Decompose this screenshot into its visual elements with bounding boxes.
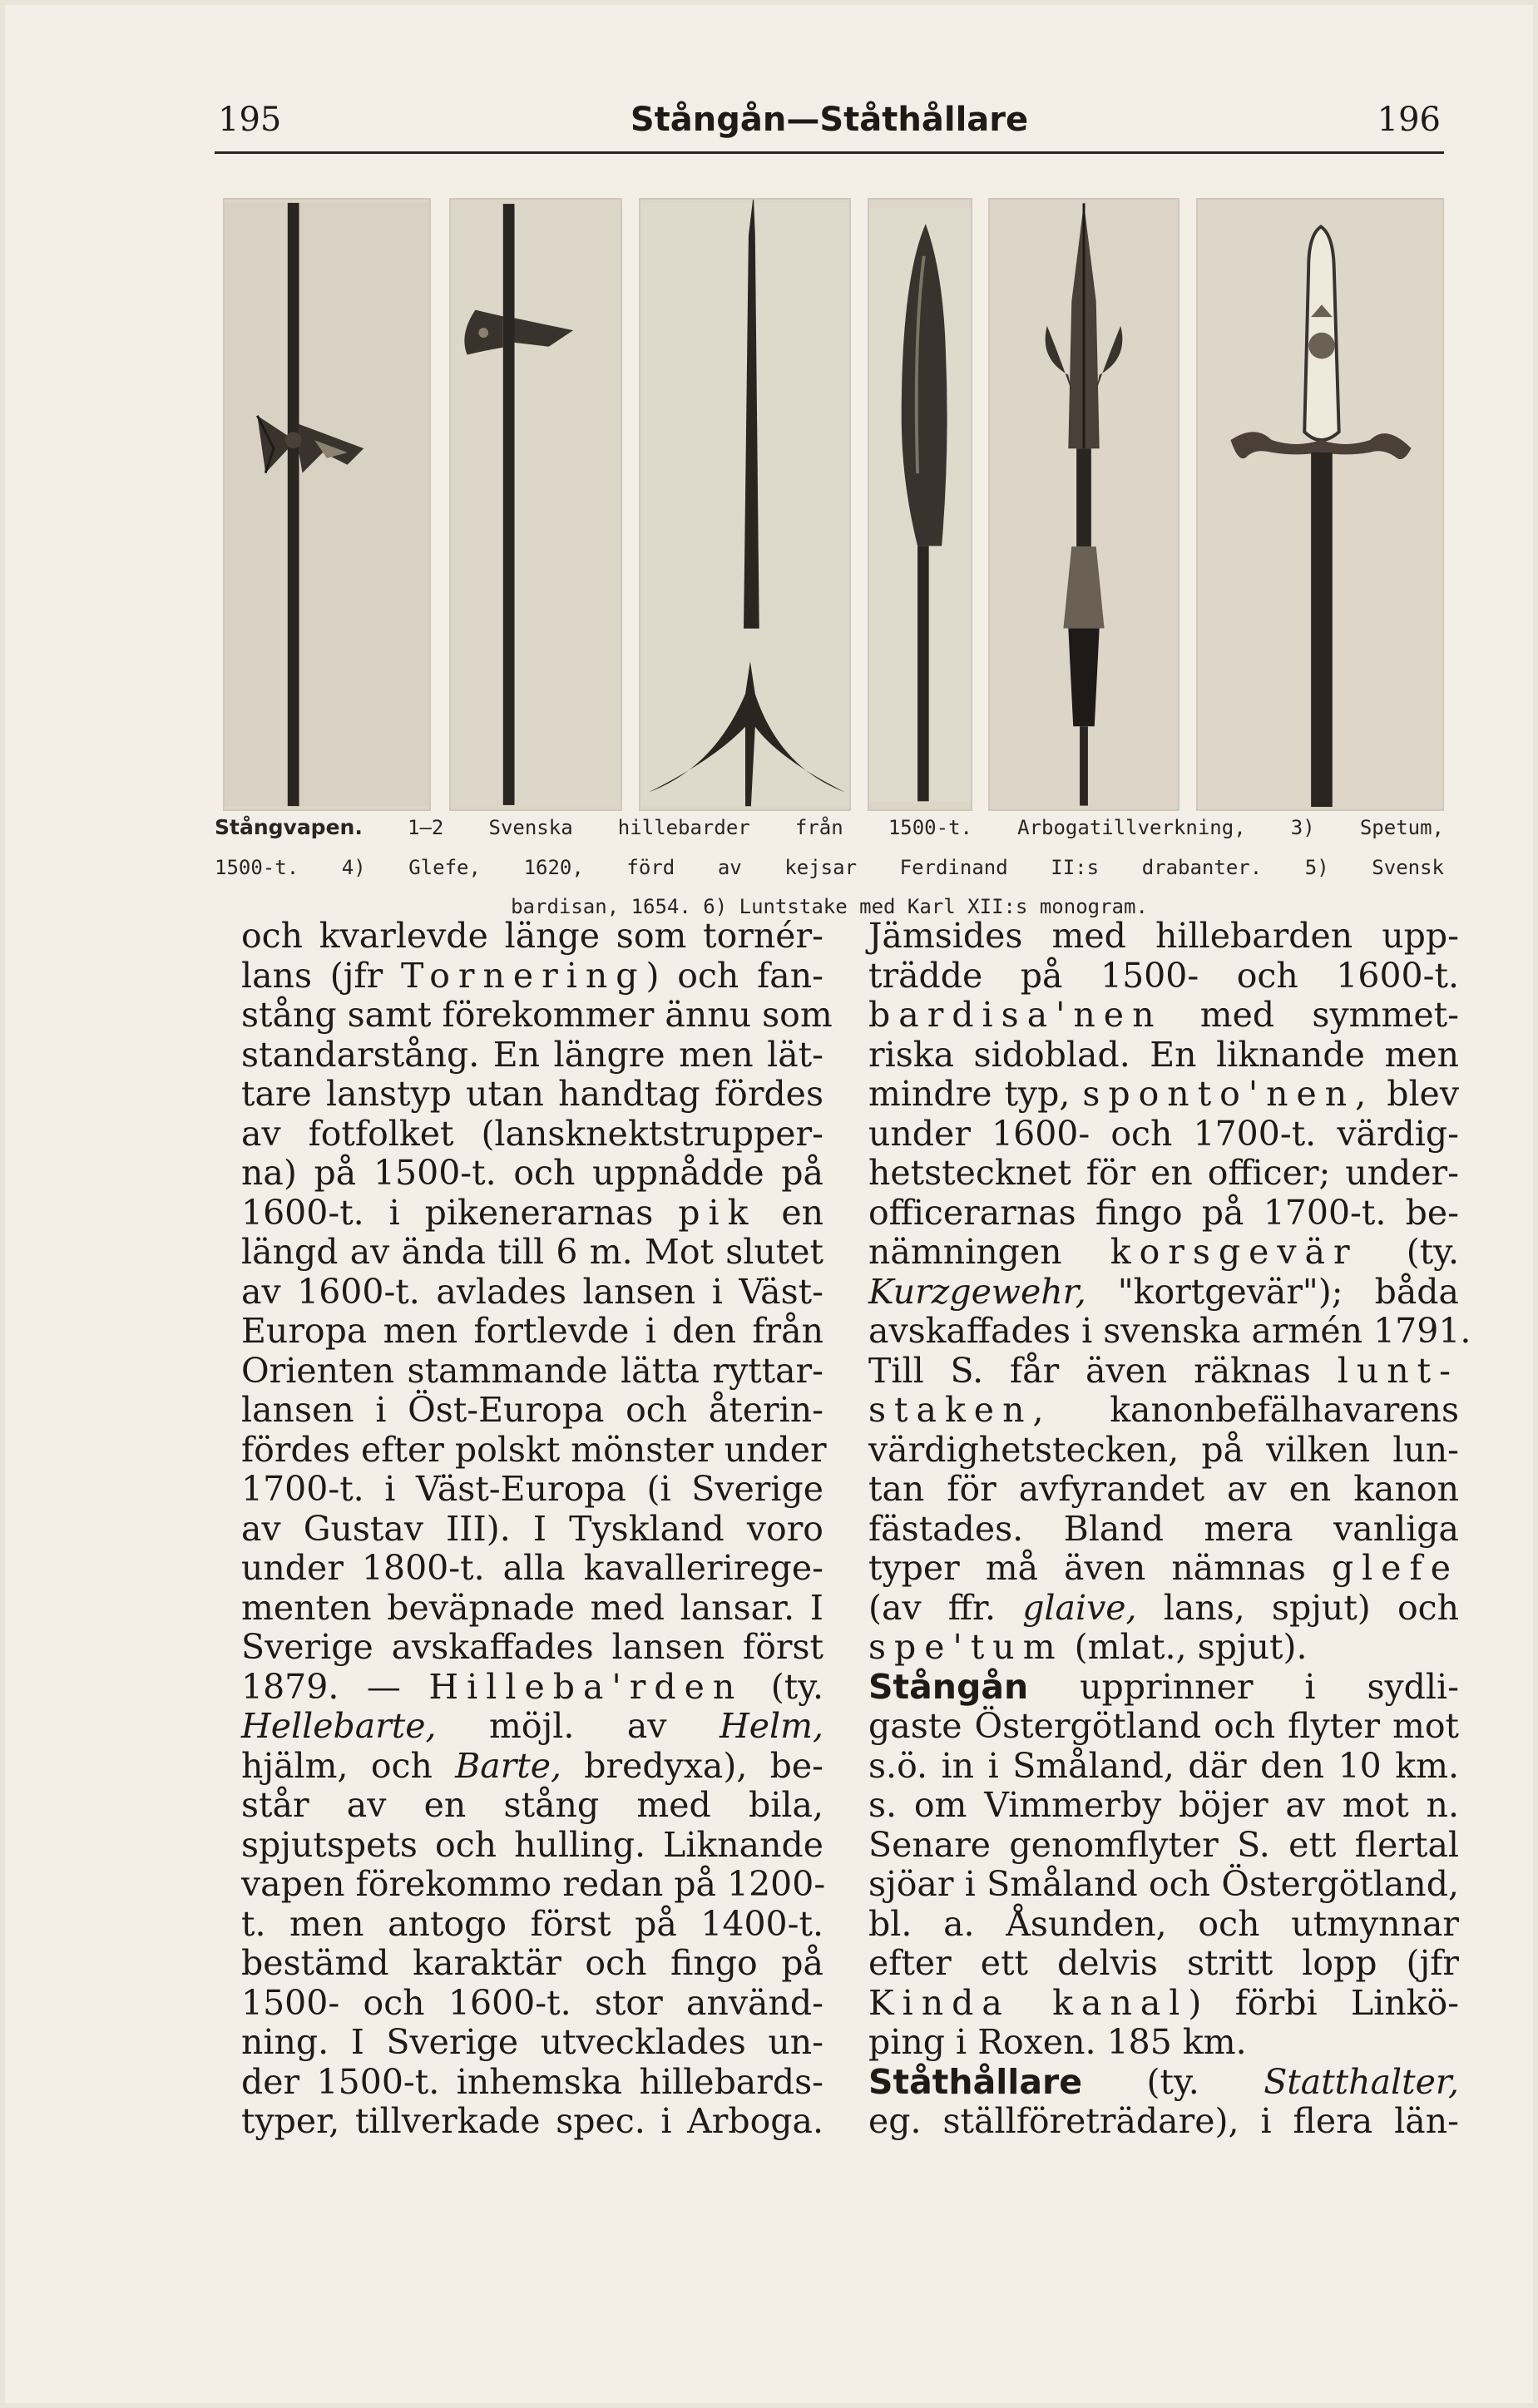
- text-span: (ty.: [743, 1666, 823, 1707]
- text-line: av Gustav III). I Tyskland voro: [241, 1508, 823, 1549]
- text-line: ning. I Sverige utvecklades un-: [241, 2022, 823, 2062]
- left-column: [241, 916, 833, 2142]
- spaced-term: Hilleba'rden: [428, 1666, 744, 1707]
- text-line: riska sidoblad. En liknande men: [868, 1034, 1459, 1075]
- text-line: bestämd karaktär och fingo på: [241, 1943, 823, 1983]
- text-line: der 1500-t. inhemska hillebards-: [241, 2061, 823, 2102]
- text-line: na) på 1500-t. och uppnådde på: [241, 1153, 823, 1193]
- text-span: typer må även nämnas: [868, 1548, 1332, 1588]
- caption-line-2: 1500-t. 4) Glefe, 1620, förd av kejsar Ferdinand II:s drabanter. 5) Svensk: [215, 855, 1444, 879]
- plate-2: [449, 198, 622, 811]
- text-line: tare lanstyp utan handtag fördes: [241, 1074, 823, 1114]
- text-line: längd av ända till 6 m. Mot slutet: [241, 1232, 823, 1272]
- halberd-icon: [451, 200, 621, 809]
- text-span: "kortgevär"); båda: [1086, 1271, 1459, 1312]
- headword-stathallare: Ståthållare: [868, 2061, 1083, 2102]
- text-line: stång samt förekommer ännu som: [241, 995, 833, 1035]
- text-line: s. om Vimmerby böjer av mot n.: [868, 1785, 1459, 1825]
- text-line: gaste Östergötland och flyter mot: [868, 1706, 1459, 1746]
- text-line: avskaffades i svenska armén 1791.: [868, 1311, 1471, 1351]
- text-line: [241, 957, 823, 996]
- text-line: t. men antogo först på 1400-t.: [241, 1903, 823, 1944]
- text-line: [241, 1707, 823, 1747]
- right-column: [868, 916, 1471, 2142]
- cross-reference: Kinda kanal: [868, 1982, 1189, 2023]
- text-line: [868, 996, 1459, 1036]
- text-span: lans, spjut) och: [1136, 1587, 1459, 1628]
- text-span: 1600-t. i pikenerarnas: [241, 1192, 679, 1233]
- spaced-term: staken,: [868, 1390, 1052, 1430]
- plate-3: [639, 198, 851, 811]
- text-span: möjl. av: [436, 1706, 720, 1746]
- text-line: av fotfolket (lansknektstrupper-: [241, 1113, 823, 1154]
- text-line: typer, tillverkade spec. i Arboga.: [241, 2101, 823, 2141]
- spaced-term: spe'tum: [868, 1627, 1064, 1667]
- text-line: Europa men fortlevde i den från: [241, 1311, 823, 1351]
- text-line: [868, 1352, 1459, 1392]
- text-line: Orienten stammande lätta ryttar-: [241, 1350, 823, 1391]
- text-line: sjöar i Småland och Östergötland,: [868, 1864, 1459, 1904]
- cross-reference: Tornering: [401, 955, 646, 996]
- text-line: [868, 1984, 1459, 2024]
- text-line: [868, 2063, 1459, 2103]
- text-line: står av en stång med bila,: [241, 1785, 823, 1825]
- text-line: menten beväpnade med lansar. I: [241, 1587, 823, 1628]
- text-line: trädde på 1500- och 1600-t.: [868, 955, 1459, 996]
- text-span: ) och fan-: [645, 955, 823, 996]
- glaive-icon: [869, 200, 971, 809]
- text-line: Jämsides med hillebarden upp-: [868, 916, 1459, 956]
- text-line: [868, 1628, 1459, 1668]
- page-number-right: 196: [1377, 101, 1441, 139]
- bardiche-icon: [990, 200, 1178, 809]
- text-line: av 1600-t. avlades lansen i Väst-: [241, 1271, 823, 1312]
- text-span: (mlat., spjut).: [1063, 1627, 1308, 1667]
- italic-term: glaive,: [1022, 1587, 1137, 1628]
- text-line: [868, 1075, 1459, 1115]
- text-span: nämningen: [868, 1232, 1110, 1272]
- text-span: kanonbefälhavarens: [1051, 1390, 1459, 1430]
- text-span: (ty.: [1357, 1232, 1459, 1272]
- spetum-icon: [640, 200, 849, 809]
- text-line: [868, 1233, 1459, 1273]
- text-span: med symmet-: [1162, 995, 1459, 1035]
- text-line: 1700-t. i Väst-Europa (i Sverige: [241, 1469, 823, 1509]
- text-line: ping i Roxen. 185 km.: [868, 2022, 1247, 2062]
- text-line: standarstång. En längre men lät-: [241, 1034, 823, 1075]
- page-number-left: 195: [218, 101, 282, 139]
- text-line: [241, 1194, 823, 1234]
- text-span: (av ffr.: [868, 1587, 1023, 1628]
- text-span: ) förbi Linkö-: [1188, 1982, 1459, 2023]
- text-span: bredyxa), be-: [561, 1745, 824, 1786]
- text-span: 1879. —: [241, 1666, 429, 1707]
- text-line: [868, 1549, 1459, 1589]
- text-line: spjutspets och hulling. Liknande: [241, 1824, 823, 1865]
- text-line: s.ö. in i Småland, där den 10 km.: [868, 1745, 1459, 1786]
- text-line: [868, 1273, 1459, 1313]
- text-line: efter ett delvis stritt lopp (jfr: [868, 1943, 1459, 1983]
- text-line: under 1800-t. alla kavalleriregе-: [241, 1548, 823, 1588]
- spaced-term: pik: [678, 1192, 757, 1233]
- text-line: [868, 1668, 1459, 1708]
- headword-stangan: Stångån: [868, 1666, 1029, 1707]
- spaced-term: lunt-: [1337, 1350, 1459, 1391]
- text-span: mindre typ,: [868, 1074, 1083, 1114]
- text-span: upprinner i sydli-: [1028, 1666, 1459, 1707]
- text-line: officerarnas fingo på 1700-t. be-: [868, 1192, 1459, 1233]
- plate-4: [868, 198, 972, 811]
- halberd-icon: [225, 200, 429, 809]
- italic-term: Kurzgewehr,: [868, 1271, 1086, 1312]
- text-line: bl. a. Åsunden, och utmynnar: [868, 1903, 1459, 1944]
- running-title: Stångån—Ståthållare: [630, 101, 1029, 139]
- text-span: hjälm, och: [241, 1745, 456, 1786]
- text-line: Senare genomflyter S. ett flertal: [868, 1824, 1459, 1865]
- text-line: under 1600- och 1700-t. värdig-: [868, 1113, 1459, 1154]
- text-span: blev: [1374, 1074, 1459, 1114]
- polearms-figure: [215, 198, 1444, 811]
- spaced-term: glefe: [1331, 1548, 1459, 1588]
- text-span: en: [756, 1192, 823, 1233]
- text-line: hetstecknet för en officer; under-: [868, 1153, 1459, 1193]
- running-header: [215, 93, 1444, 154]
- text-line: värdighetstecken, på vilken lun-: [868, 1429, 1459, 1470]
- caption-lead: Stångvapen.: [215, 815, 363, 839]
- text-line: tan för avfyrandet av en kanon: [868, 1469, 1459, 1509]
- text-line: lansen i Öst-Europa och återin-: [241, 1390, 823, 1430]
- spaced-term: bardisa'nen: [868, 995, 1163, 1035]
- figure-caption: [215, 815, 1444, 919]
- caption-line-1: 1—2 Svenska hillebarder från 1500-t. Arbogatillverkning, 3) Spetum,: [408, 816, 1444, 839]
- text-line: och kvarlevde länge som tornér-: [241, 916, 823, 956]
- text-line: [241, 1668, 823, 1708]
- text-line: eg. ställföreträdare), i flera län-: [868, 2101, 1459, 2141]
- spaced-term: sponto'nen,: [1082, 1074, 1375, 1114]
- text-line: fördes efter polskt mönster under: [241, 1429, 827, 1470]
- text-line: [868, 1391, 1459, 1431]
- text-line: [868, 1589, 1459, 1629]
- italic-term: Hellebarte,: [241, 1706, 437, 1746]
- text-line: vapen förekommo redan på 1200-: [241, 1864, 826, 1904]
- text-line: fästades. Bland mera vanliga: [868, 1508, 1459, 1549]
- plate-5: [988, 198, 1179, 811]
- text-span: (ty.: [1082, 2061, 1264, 2102]
- plate-1: [223, 198, 431, 811]
- linstock-icon: [1198, 200, 1442, 809]
- italic-term: Barte,: [455, 1745, 562, 1786]
- italic-term: Statthalter,: [1264, 2061, 1459, 2102]
- text-line: 1500- och 1600-t. stor använd-: [241, 1982, 823, 2023]
- caption-line-3: bardisan, 1654. 6) Luntstake med Karl XII:s monogram.: [511, 895, 1148, 918]
- plate-6: [1196, 198, 1444, 811]
- text-span: lans (jfr: [241, 955, 402, 996]
- italic-term: Helm,: [719, 1706, 823, 1746]
- text-line: [241, 1747, 823, 1787]
- text-line: Sverige avskaffades lansen först: [241, 1627, 823, 1667]
- text-span: Till S. får även räknas: [868, 1350, 1338, 1391]
- spaced-term: korsgevär: [1110, 1232, 1358, 1272]
